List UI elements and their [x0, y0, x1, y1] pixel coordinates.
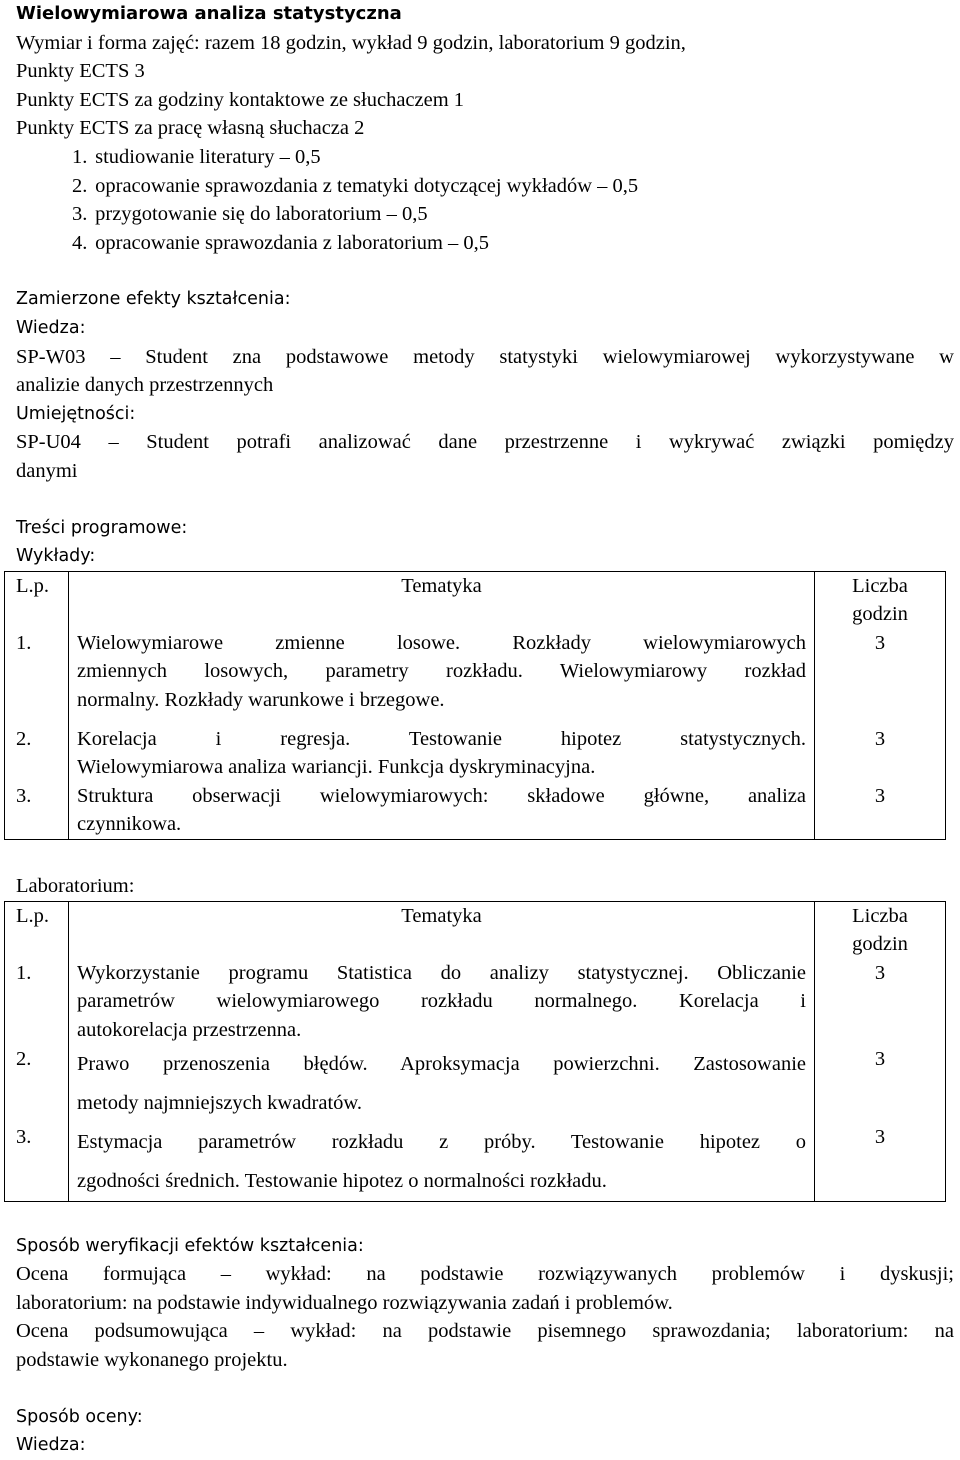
lp-header: L.p. [16, 574, 50, 597]
ects-item: 2. opracowanie sprawozdania z tematyki dotyczącej wykładów – 0,5 [72, 174, 639, 197]
hours-header: godzin [852, 603, 908, 626]
table-header-row [5, 571, 946, 629]
knowledge-effect-line: SP-W03 – Student zna podstawowe metody statystyki wielowymiarowej wykorzystywane w [16, 345, 954, 368]
skills-effect-line: danymi [16, 459, 78, 482]
summative-assessment-line: Ocena podsumowująca – wykład: na podstawie pisemnego sprawozdania; laboratorium: na [16, 1320, 954, 1343]
knowledge-effect-line: analizie danych przestrzennych [16, 374, 274, 397]
table-header-row [5, 901, 946, 959]
ects-total-line: Punkty ECTS 3 [16, 60, 145, 83]
table-row: 3. Estymacja parametrów rozkładu z próby. Testowanie hipotez o zgodności średnich. Testowanie hipotez o normalności rozkładu. 3 [5, 1123, 946, 1202]
formative-assessment-line: laboratorium: na podstawie indywidualnego rozwiązywania zadań i problemów. [16, 1291, 673, 1314]
effects-heading: Zamierzone efekty kształcenia: [16, 289, 291, 310]
lp-header: L.p. [16, 904, 50, 927]
ects-contact-line: Punkty ECTS za godziny kontaktowe ze słuchaczem 1 [16, 88, 465, 111]
grading-heading: Sposób oceny: [16, 1406, 143, 1427]
ects-item: 4. opracowanie sprawozdania z laboratorium – 0,5 [72, 231, 490, 254]
program-heading: Treści programowe: [16, 517, 188, 538]
ects-self-work-line: Punkty ECTS za pracę własną słuchacza 2 [16, 117, 365, 140]
hours-header: Liczba [852, 574, 908, 597]
table-row: 2. Prawo przenoszenia błędów. Aproksymacja powierzchni. Zastosowanie metody najmniejszych kwadratów. 3 [5, 1045, 946, 1123]
grading-knowledge-label: Wiedza: [16, 1435, 86, 1456]
lectures-label: Wykłady: [16, 546, 96, 567]
knowledge-label: Wiedza: [16, 317, 86, 338]
table-row: 1. Wykorzystanie programu Statistica do analizy statystycznej. Obliczanie parametrów wielowymiarowego rozkładu normalnego. Korelacja i autokorelacja przestrzenna. 3 [5, 959, 946, 1045]
lectures-table [4, 571, 946, 840]
summative-assessment-line: podstawie wykonanego projektu. [16, 1348, 288, 1371]
table-row: 1. Wielowymiarowe zmienne losowe. Rozkłady wielowymiarowych zmiennych losowych, parametry rozkładu. Wielowymiarowy rozkład normalny. Rozkłady warunkowe i brzegowe. 3 [5, 629, 946, 725]
formative-assessment-line: Ocena formująca – wykład: na podstawie rozwiązywanych problemów i dyskusji; [16, 1263, 954, 1286]
document-title: Wielowymiarowa analiza statystyczna [16, 3, 402, 24]
hours-header: godzin [852, 933, 908, 956]
course-hours-line: Wymiar i forma zajęć: razem 18 godzin, wykład 9 godzin, laboratorium 9 godzin, [16, 31, 686, 54]
skills-effect-line: SP-U04 – Student potrafi analizować dane przestrzenne i wykrywać związki pomiędzy [16, 431, 954, 454]
table-row: 3. Struktura obserwacji wielowymiarowych: składowe główne, analiza czynnikowa. 3 [5, 782, 946, 840]
document-page [16, 0, 954, 1460]
skills-label: Umiejętności: [16, 403, 136, 424]
lab-label: Laboratorium: [16, 875, 135, 898]
hours-header: Liczba [852, 904, 908, 927]
table-row: 2. Korelacja i regresja. Testowanie hipotez statystycznych. Wielowymiarowa analiza wariancji. Funkcja dyskryminacyjna. 3 [5, 725, 946, 782]
topic-header: Tematyka [401, 904, 482, 927]
verification-heading: Sposób weryfikacji efektów kształcenia: [16, 1235, 364, 1256]
ects-item: 1. studiowanie literatury – 0,5 [72, 145, 321, 168]
lab-table [4, 901, 946, 1202]
topic-header: Tematyka [401, 574, 482, 597]
ects-item: 3. przygotowanie się do laboratorium – 0,5 [72, 203, 428, 226]
